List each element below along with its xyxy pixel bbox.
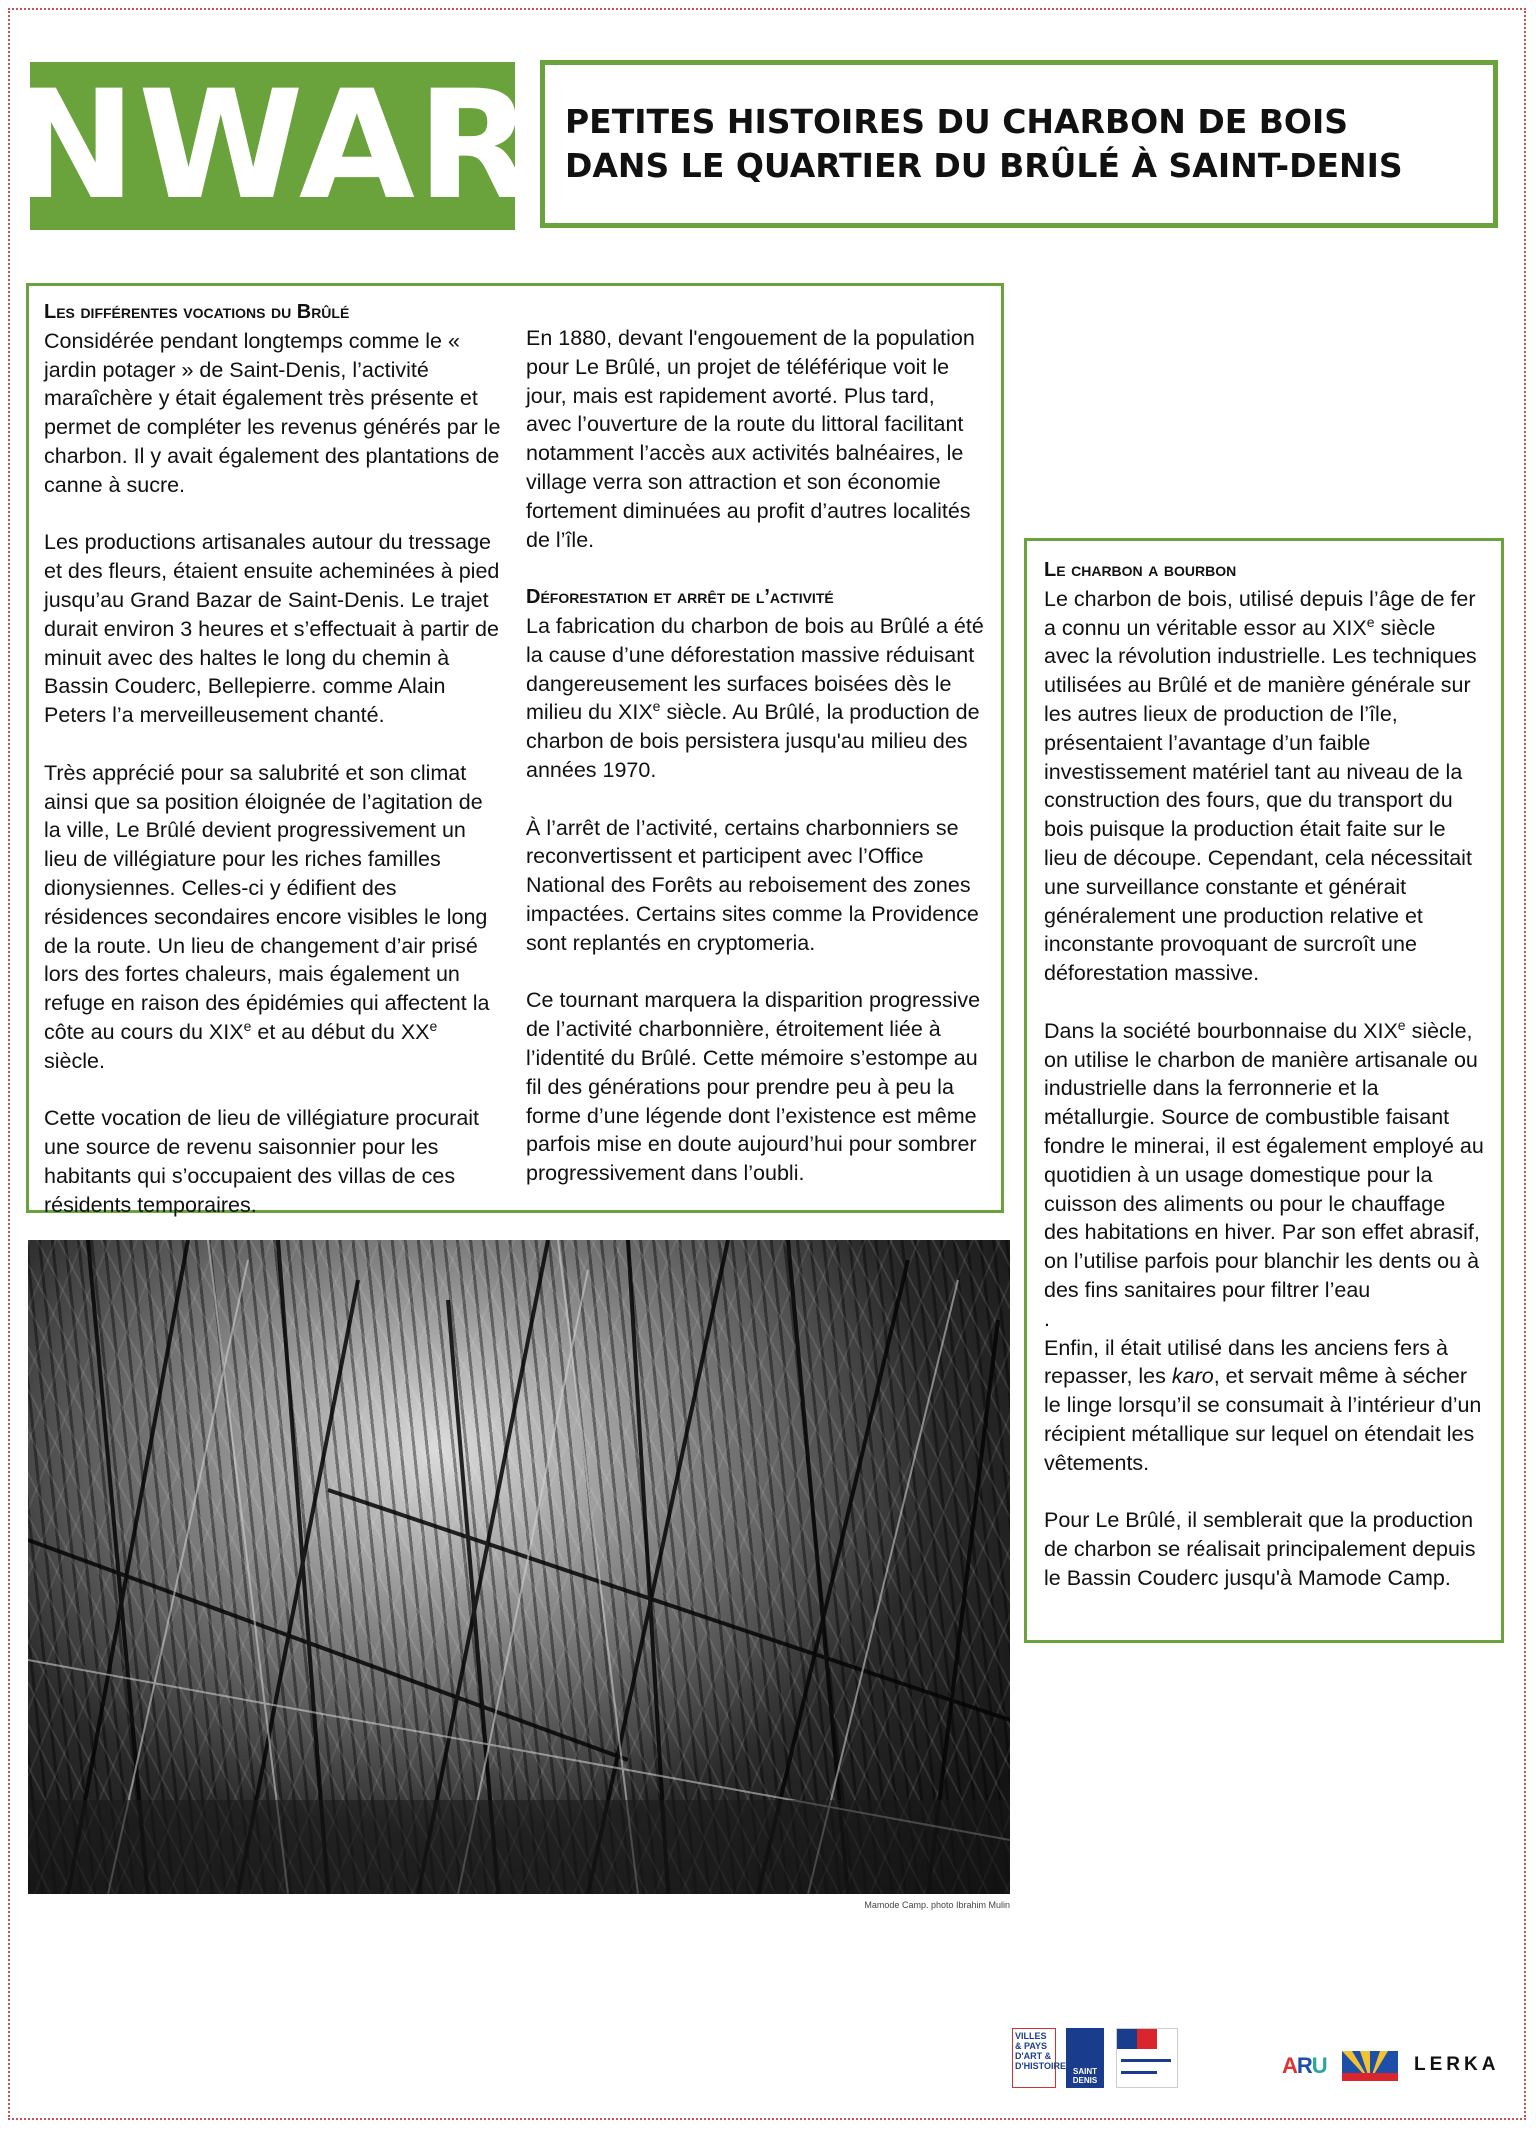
paragraph: Le charbon de bois, utilisé depuis l’âge de fer a connu un véritable essor au XIXe siècle avec la révolution industrielle. Les techniques utilisées au Brûlé et de manière générale sur les autres lieux de production de l’île, présentaient l’avantage d’un faible investissement matériel tant au niveau de la construction des fours, que du transport du bois puisque la production était faite sur le lieu de découpe. Cependant, cela nécessitait une surveillance constante et générait généralement une production relative et inconstante provoquant de surcroît une déforestation massive. (1044, 586, 1477, 986)
paragraph: Ce tournant marquera la disparition progressive de l’activité charbonnière, étroitement liée à l’identité du Brûlé. Cette mémoire s’estompe au fil des générations pour prendre peu à peu la forme d’une légende dont l’existence est même parfois mise en doute aujourd’hui pour sombrer progressivement dans l’oubli. (526, 988, 981, 1186)
title-line-1: PETITES HISTOIRES DU CHARBON DE BOIS (565, 102, 1348, 141)
paragraph: Enfin, il était utilisé dans les anciens fers à repasser, les karo, et servait même à sécher le linge lorsqu’il se consumait à l’intérieur d’un récipient métallique sur lequel on étendait les vêtements. (1044, 1335, 1482, 1475)
title-line-2: DANS LE QUARTIER DU BRÛLÉ À SAINT-DENIS (565, 146, 1403, 185)
nwar-logo-block (10, 59, 535, 233)
paragraph: La fabrication du charbon de bois au Brûlé a été la cause d’une déforestation massive réduisant dangereusement les surfaces boisées dès le milieu du XIXe siècle. Au Brûlé, la production de charbon de bois persistera jusqu'au milieu des années 1970. (526, 613, 984, 782)
brand-title: NWAR (10, 59, 535, 233)
photo-caption: Mamode Camp. photo Ibrahim Mulin (864, 1900, 1010, 1910)
section-heading-deforestation: Déforestation et arrêt de l’activité (526, 586, 834, 609)
paragraph: Pour Le Brûlé, il semblerait que la production de charbon se réalisait principalement depuis le Bassin Couderc jusqu'à Mamode Camp. (1044, 1508, 1476, 1590)
republique-francaise-logo (1116, 2028, 1178, 2088)
paragraph: Les productions artisanales autour du tressage et des fleurs, étaient ensuite acheminées à pied jusqu’au Grand Bazar de Saint-Denis. Le trajet durait environ 3 heures et s’effectuait à partir de minuit avec des haltes le long du chemin à Bassin Couderc, Bellepierre. comme Alain Peters l’a merveilleusement chanté. (44, 530, 500, 728)
section-heading-vocations: Les différentes vocations du Brûlé (44, 301, 350, 323)
aru-logo: ARU (1282, 2053, 1327, 2078)
paragraph: À l’arrêt de l’activité, certains charbonniers se reconvertissent et participent avec l’Office National des Forêts au reboisement des zones impactées. Certains sites comme la Providence sont replantés en cryptomeria. (526, 815, 979, 955)
text-column-1 (44, 298, 504, 1248)
saint-denis-logo: SAINT DENIS (1066, 2028, 1104, 2088)
paragraph: Considérée pendant longtemps comme le « jardin potager » de Saint-Denis, l’activité maraîchère y était également très présente et permet de compléter les revenus générés par le charbon. Il y avait également des plantations de canne à sucre. (44, 328, 501, 497)
section-heading-charbon-bourbon: Le charbon a bourbon (1044, 559, 1237, 581)
paragraph: Cette vocation de lieu de villégiature procurait une source de revenu saisonnier pour les habitants qui s’occupaient des villas de ces résidents temporaires. (44, 1106, 480, 1217)
paragraph: Dans la société bourbonnaise du XIXe siècle, on utilise le charbon de manière artisanale ou industrielle dans la ferronnerie et la métallurgie. Source de combustible faisant fondre le minerai, il est également employé au quotidien à un usage domestique pour la cuisson des aliments ou pour le chauffage des habitations en hiver. Par son effet abrasif, on l’utilise parfois pour blanchir les dents ou à des fins sanitaires pour filtrer l’eau (1044, 1016, 1484, 1302)
paragraph: Très apprécié pour sa salubrité et son climat ainsi que sa position éloignée de l’agitation de la ville, Le Brûlé devient progressivement un lieu de villégiature pour les riches familles dionysiennes. Celles-ci y édifient des résidences secondaires encore visibles le long de la route. Un lieu de changement d’air prisé lors des fortes chaleurs, mais également un refuge en raison des épidémies qui affectent la côte au cours du XIXe et au début du XXe siècle. (44, 760, 490, 1073)
bamboo-stalks-illustration (28, 1240, 1010, 1894)
paragraph: En 1880, devant l'engouement de la population pour Le Brûlé, un projet de téléférique voit le jour, mais est rapidement avorté. Plus tard, avec l’ouverture de la route du littoral facilitant notamment l’accès aux activités balnéaires, le village verra son attraction et son économie fortement diminuées au profit d’autres localités de l’île. (526, 326, 975, 552)
lerka-logo: LERKA (1414, 2054, 1500, 2075)
forest-photo (28, 1240, 1010, 1894)
reunion-flag-icon (1342, 2051, 1398, 2081)
text-column-3 (1044, 556, 1484, 1621)
text-column-2 (526, 324, 986, 1217)
paragraph-dot: . (1044, 1306, 1050, 1331)
villes-pays-art-histoire-logo: VILLES & PAYS D'ART & D'HISTOIRE (1012, 2028, 1056, 2088)
poster-title-box (540, 60, 1498, 228)
partner-logos (1010, 2025, 1510, 2095)
